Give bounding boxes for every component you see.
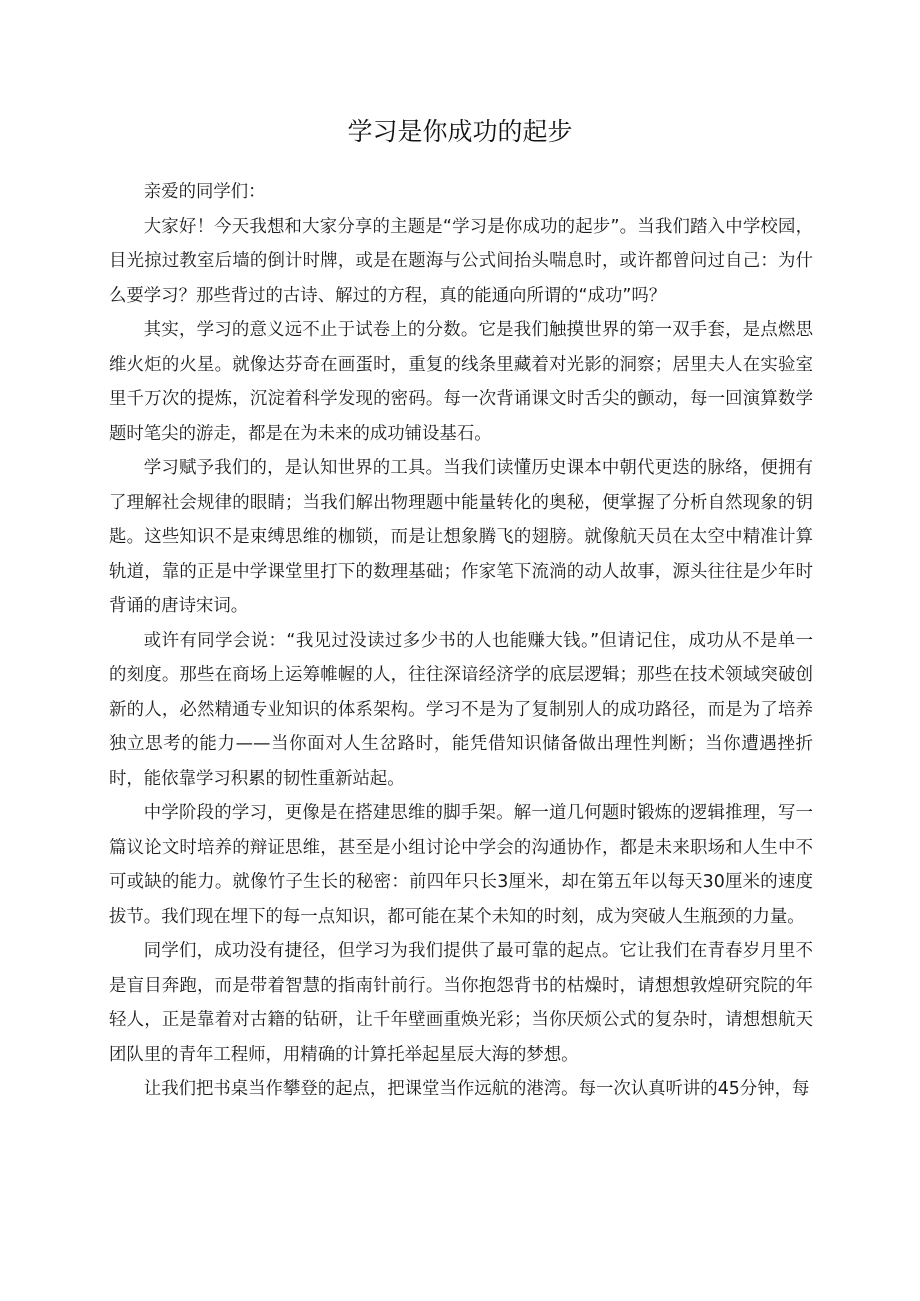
body-paragraph-meaning: 其实，学习的意义远不止于试卷上的分数。它是我们触摸世界的第一双手套，是点燃思维火炬的火星。就像达芬奇在画蛋时，重复的线条里藏着对光影的洞察；居里夫人在实验室里千万次的提炼，沉淀着科学发现的密码。每一次背诵课文时舌尖的颤动，每一回演算数学题时笔尖的游走，都是在为未来的成功铺设基石。	[109, 320, 813, 444]
body-paragraph-scaffold: 中学阶段的学习，更像是在搭建思维的脚手架。解一道几何题时锻炼的逻辑推理，写一篇议论文时培养的辩证思维，甚至是小组讨论中学会的沟通协作，都是未来职场和人生中不可或缺的能力。就像竹子生长的秘密：前四年只长3厘米，却在第五年以每天30厘米的速度拔节。我们现在埋下的每一点知识，都可能在某个未知的时刻，成为突破人生瓶颈的力量。	[109, 803, 813, 927]
body-paragraph-closing: 让我们把书桌当作攀登的起点，把课堂当作远航的港湾。每一次认真听讲的45分钟，每	[143, 1079, 810, 1099]
body-paragraph-success: 或许有同学会说：“我见过没读过多少书的人也能赚大钱。”但请记住，成功从不是单一的刻度。那些在商场上运筹帷幄的人，往往深谙经济学的底层逻辑；那些在技术领域突破创新的人，必然精通专业知识的体系架构。学习不是为了复制别人的成功路径，而是为了培养独立思考的能力——当你面对人生岔路时，能凭借知识储备做出理性判断；当你遭遇挫折时，能依靠学习积累的韧性重新站起。	[109, 630, 813, 789]
salutation-paragraph: 亲爱的同学们：	[143, 182, 266, 202]
body-paragraph-starting-point: 同学们，成功没有捷径，但学习为我们提供了最可靠的起点。它让我们在青春岁月里不是盲目奔跑，而是带着智慧的指南针前行。当你抱怨背书的枯燥时，请想想敦煌研究院的年轻人，正是靠着对古籍的钻研，让千年壁画重焕光彩；当你厌烦公式的复杂时，请想想航天团队里的青年工程师，用精确的计算托举起星辰大海的梦想。	[109, 941, 813, 1065]
body-paragraph-tools: 学习赋予我们的，是认知世界的工具。当我们读懂历史课本中朝代更迭的脉络，便拥有了理解社会规律的眼睛；当我们解出物理题中能量转化的奥秘，便掌握了分析自然现象的钥匙。这些知识不是束缚思维的枷锁，而是让想象腾飞的翅膀。就像航天员在太空中精准计算轨道，靠的正是中学课堂里打下的数理基础；作家笔下流淌的动人故事，源头往往是少年时背诵的唐诗宋词。	[109, 458, 813, 616]
body-paragraph-greeting: 大家好！今天我想和大家分享的主题是“学习是你成功的起步”。当我们踏入中学校园，目光掠过教室后墙的倒计时牌，或是在题海与公式间抬头喘息时，或许都曾问过自己：为什么要学习？那些背过的古诗、解过的方程，真的能通向所谓的“成功”吗？	[109, 216, 813, 306]
document-body	[109, 175, 813, 1107]
document-title: 学习是你成功的起步	[347, 117, 573, 146]
